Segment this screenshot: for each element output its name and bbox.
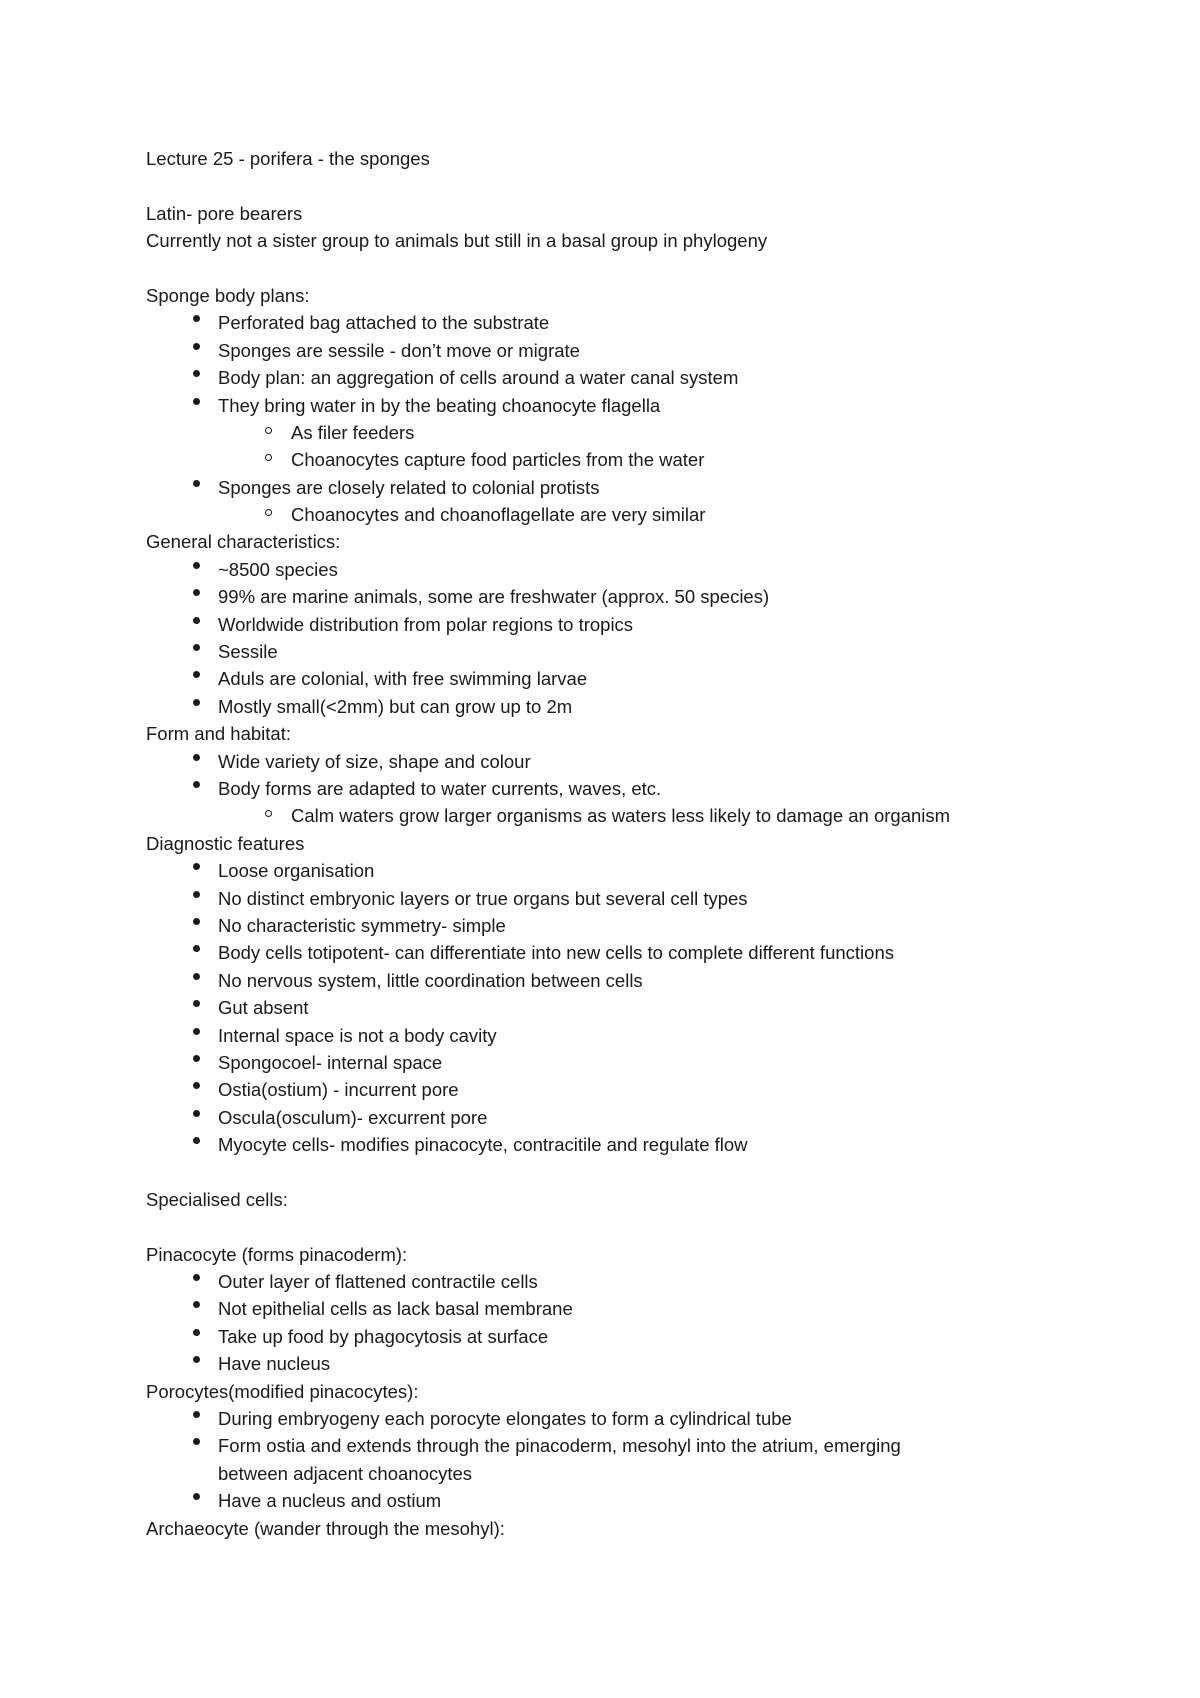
text-line <box>146 200 1146 227</box>
text-line <box>146 227 1146 254</box>
line-text: Currently not a sister group to animals but still in a basal group in phylogeny <box>146 230 768 252</box>
line-text: General characteristics: <box>146 531 341 553</box>
bullet-item <box>146 364 1146 391</box>
bullet-item <box>146 1049 1146 1076</box>
line-text: Diagnostic features <box>146 832 305 854</box>
bullet-icon <box>184 611 208 638</box>
line-text: Latin- pore bearers <box>146 202 303 224</box>
line-text: Oscula(osculum)- excurrent pore <box>218 1106 488 1128</box>
bullet-icon <box>184 1487 208 1514</box>
line-text: Aduls are colonial, with free swimming larvae <box>218 668 588 690</box>
text-line <box>146 145 1146 172</box>
text-line <box>146 528 1146 555</box>
line-text: No nervous system, little coordination between cells <box>218 969 643 991</box>
bullet-item <box>146 611 1146 638</box>
bullet-icon <box>184 556 208 583</box>
bullet-icon <box>184 364 208 391</box>
bullet-icon <box>184 1350 208 1377</box>
line-text: 99% are marine animals, some are freshwater (approx. 50 species) <box>218 586 770 608</box>
line-text: Spongocoel- internal space <box>218 1051 443 1073</box>
bullet-icon <box>184 939 208 966</box>
blank-line <box>146 1158 1146 1185</box>
bullet-item <box>146 1131 1146 1158</box>
bullet-icon <box>184 1268 208 1295</box>
line-text: As filer feeders <box>291 421 415 443</box>
bullet-icon <box>184 994 208 1021</box>
text-line <box>146 720 1146 747</box>
bullet-icon <box>184 392 208 419</box>
sub-bullet-item <box>146 501 1146 528</box>
line-text: Not epithelial cells as lack basal membrane <box>218 1298 573 1320</box>
bullet-item <box>146 693 1146 720</box>
hollow-bullet-icon <box>256 501 280 528</box>
text-line <box>146 1515 1146 1542</box>
line-text: Body forms are adapted to water currents, waves, etc. <box>218 777 662 799</box>
line-text: Internal space is not a body cavity <box>218 1024 497 1046</box>
bullet-icon <box>184 309 208 336</box>
line-text: Sponges are closely related to colonial protists <box>218 476 600 498</box>
bullet-icon <box>184 912 208 939</box>
bullet-item <box>146 556 1146 583</box>
bullet-item <box>146 474 1146 501</box>
bullet-icon <box>184 474 208 501</box>
line-text: Have a nucleus and ostium <box>218 1490 442 1512</box>
bullet-icon <box>184 1405 208 1432</box>
line-text: Gut absent <box>218 997 309 1019</box>
bullet-icon <box>184 857 208 884</box>
line-text: Wide variety of size, shape and colour <box>218 750 531 772</box>
line-text: Body plan: an aggregation of cells around a water canal system <box>218 367 739 389</box>
bullet-icon <box>184 1022 208 1049</box>
bullet-icon <box>184 638 208 665</box>
line-text: They bring water in by the beating choanocyte flagella <box>218 394 661 416</box>
line-text: Porocytes(modified pinacocytes): <box>146 1380 419 1402</box>
line-text: Lecture 25 - porifera - the sponges <box>146 148 430 169</box>
bullet-item <box>146 392 1146 419</box>
line-text: Sponge body plans: <box>146 284 310 306</box>
line-text: Specialised cells: <box>146 1188 288 1210</box>
line-text: Form ostia and extends through the pinacoderm, mesohyl into the atrium, emerging <box>218 1435 901 1457</box>
bullet-icon <box>184 1295 208 1322</box>
bullet-item <box>146 1104 1146 1131</box>
bullet-item <box>146 967 1146 994</box>
bullet-item <box>146 1350 1146 1377</box>
line-text: No characteristic symmetry- simple <box>218 914 506 936</box>
bullet-icon <box>184 1432 208 1459</box>
bullet-item <box>146 885 1146 912</box>
line-text: Mostly small(<2mm) but can grow up to 2m <box>218 695 573 717</box>
line-text: Pinacocyte (forms pinacoderm): <box>146 1243 408 1265</box>
bullet-item <box>146 583 1146 610</box>
line-text: Ostia(ostium) - incurrent pore <box>218 1079 459 1101</box>
bullet-item <box>146 1432 1146 1459</box>
bullet-item <box>146 309 1146 336</box>
bullet-item <box>146 748 1146 775</box>
line-text: Outer layer of flattened contractile cells <box>218 1271 538 1293</box>
line-text: Take up food by phagocytosis at surface <box>218 1325 549 1347</box>
text-line <box>146 1241 1146 1268</box>
bullet-item <box>146 939 1146 966</box>
bullet-icon <box>184 665 208 692</box>
bullet-icon <box>184 885 208 912</box>
bullet-icon <box>184 1323 208 1350</box>
bullet-item <box>146 1076 1146 1103</box>
bullet-icon <box>184 748 208 775</box>
text-line <box>146 1186 1146 1213</box>
bullet-item <box>146 994 1146 1021</box>
line-text: During embryogeny each porocyte elongates to form a cylindrical tube <box>218 1407 792 1429</box>
bullet-icon <box>184 1104 208 1131</box>
sub-bullet-item <box>146 419 1146 446</box>
sub-bullet-item <box>146 802 1146 829</box>
line-text: Myocyte cells- modifies pinacocyte, contracitile and regulate flow <box>218 1134 748 1156</box>
hollow-bullet-icon <box>256 446 280 473</box>
blank-line <box>146 1213 1146 1240</box>
line-text: ~8500 species <box>218 558 338 580</box>
line-text: between adjacent choanocytes <box>218 1462 473 1484</box>
bullet-item <box>146 1323 1146 1350</box>
bullet-item <box>146 912 1146 939</box>
text-line <box>146 1378 1146 1405</box>
bullet-item <box>146 1460 1146 1487</box>
text-line <box>146 282 1146 309</box>
hollow-bullet-icon <box>256 419 280 446</box>
bullet-item <box>146 1295 1146 1322</box>
bullet-item <box>146 1487 1146 1514</box>
line-text: Choanocytes capture food particles from the water <box>291 449 705 471</box>
bullet-icon <box>184 1076 208 1103</box>
bullet-item <box>146 1022 1146 1049</box>
bullet-icon <box>184 967 208 994</box>
bullet-icon <box>184 583 208 610</box>
bullet-item <box>146 1268 1146 1295</box>
bullet-icon <box>184 1049 208 1076</box>
line-text: Worldwide distribution from polar regions to tropics <box>218 613 634 635</box>
line-text: Form and habitat: <box>146 723 291 745</box>
bullet-item <box>146 857 1146 884</box>
document-body <box>146 145 1146 1542</box>
text-line <box>146 830 1146 857</box>
bullet-item <box>146 665 1146 692</box>
bullet-icon <box>184 693 208 720</box>
bullet-icon <box>184 775 208 802</box>
bullet-item <box>146 1405 1146 1432</box>
bullet-item <box>146 337 1146 364</box>
blank-line <box>146 255 1146 282</box>
line-text: Sponges are sessile - don’t move or migrate <box>218 339 580 361</box>
line-text: Choanocytes and choanoflagellate are very similar <box>291 504 706 526</box>
line-text: Calm waters grow larger organisms as waters less likely to damage an organism <box>291 805 951 827</box>
blank-line <box>146 172 1146 199</box>
line-text: Archaeocyte (wander through the mesohyl): <box>146 1517 505 1539</box>
line-text: Body cells totipotent- can differentiate into new cells to complete different functions <box>218 942 894 964</box>
line-text: Perforated bag attached to the substrate <box>218 312 550 334</box>
line-text: Have nucleus <box>218 1353 331 1375</box>
bullet-icon <box>184 1131 208 1158</box>
line-text: No distinct embryonic layers or true organs but several cell types <box>218 887 748 909</box>
bullet-item <box>146 638 1146 665</box>
bullet-icon <box>184 337 208 364</box>
line-text: Loose organisation <box>218 860 375 882</box>
line-text: Sessile <box>218 641 278 663</box>
hollow-bullet-icon <box>256 802 280 829</box>
sub-bullet-item <box>146 446 1146 473</box>
bullet-item <box>146 775 1146 802</box>
